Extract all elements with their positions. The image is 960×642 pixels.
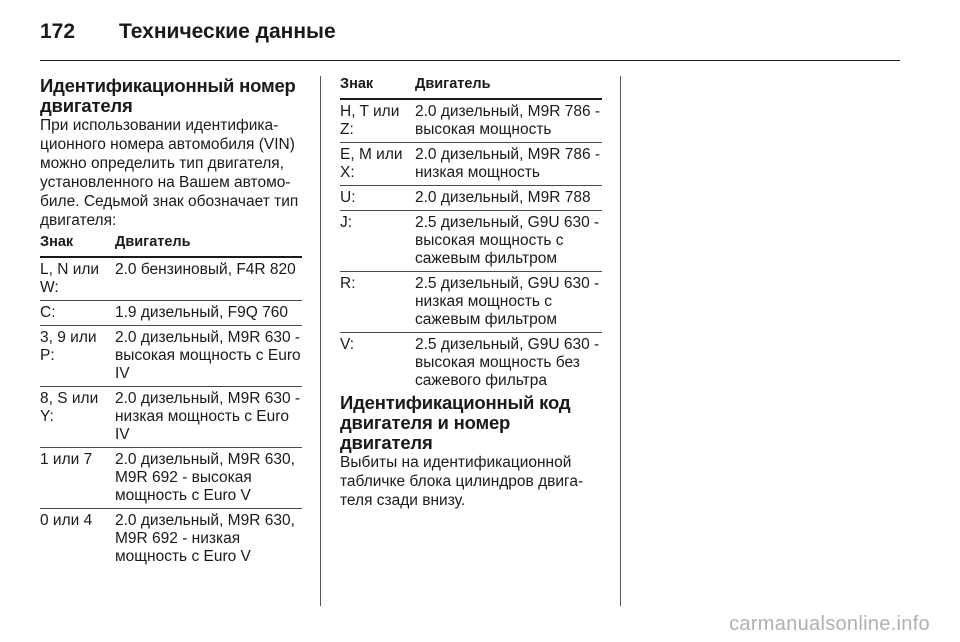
watermark: carmanualsonline.info	[729, 613, 930, 635]
engine-code-cell: 3, 9 или P:	[40, 326, 115, 387]
page-header	[40, 18, 900, 61]
table-row	[340, 272, 602, 333]
section-heading-engine-code: Идентификационный код двигателя и номер двигателя	[340, 392, 571, 453]
engine-description-cell: 2.0 дизельный, M9R 630, M9R 692 - низкая мощность с Euro V	[115, 512, 295, 565]
page-number: 172	[40, 20, 76, 43]
column-header-code: Знак	[340, 76, 415, 99]
table-row	[40, 326, 302, 387]
left-column	[40, 76, 302, 569]
page-title: Технические данные	[119, 20, 336, 43]
engine-code-cell: U:	[340, 186, 415, 211]
engine-code-cell: C:	[40, 301, 115, 326]
table-row	[40, 509, 302, 570]
engine-code-cell: V:	[340, 336, 355, 353]
engine-description-cell: 2.0 дизельный, M9R 630 - высокая мощность с Euro IV	[115, 326, 302, 387]
column-divider	[320, 76, 321, 606]
section-text-engine-code: Выбиты на идентификационной табличке блока цилиндров двига-теля сзади внизу.	[340, 454, 584, 509]
table-row	[340, 143, 602, 186]
table-header-row	[40, 234, 302, 257]
engine-code-cell: H, T или Z:	[340, 99, 415, 143]
engine-description-cell: 2.0 дизельный, M9R 786 - высокая мощность	[415, 99, 602, 143]
section-heading-engine-number: Идентификационный номер двигателя	[40, 75, 296, 116]
column-header-code: Знак	[40, 234, 115, 257]
table-row	[340, 211, 602, 272]
engine-code-cell: 8, S или Y:	[40, 387, 115, 448]
engine-description-cell: 2.5 дизельный, G9U 630 - высокая мощность с сажевым фильтром	[415, 211, 602, 272]
section-text-vin: При использовании идентифика-ционного номера автомобиля (VIN) можно определить тип двигателя, установленного на Вашем автомо-биле. Седьмой знак обозначает тип двигателя:	[40, 117, 299, 229]
table-row	[340, 186, 602, 211]
table-row	[40, 448, 302, 509]
engine-description-cell: 2.0 дизельный, M9R 630 - низкая мощность с Euro IV	[115, 387, 302, 448]
engine-code-table-1	[40, 234, 302, 569]
column-header-engine: Двигатель	[415, 76, 602, 99]
engine-description-cell: 2.0 бензиновый, F4R 820	[115, 257, 302, 301]
column-divider	[620, 76, 621, 606]
engine-code-cell: 0 или 4	[40, 512, 93, 529]
table-row	[40, 387, 302, 448]
middle-column	[340, 76, 602, 510]
column-header-engine: Двигатель	[115, 234, 302, 257]
engine-description-cell: 2.5 дизельный, G9U 630 - низкая мощность с сажевым фильтром	[415, 272, 602, 333]
table-row	[340, 333, 602, 394]
engine-code-cell: L, N или W:	[40, 257, 115, 301]
table-row	[40, 257, 302, 301]
table-row	[40, 301, 302, 326]
engine-description-cell: 2.0 дизельный, M9R 786 - низкая мощность	[415, 143, 602, 186]
engine-description-cell: 2.0 дизельный, M9R 630, M9R 692 - высокая мощность с Euro V	[115, 448, 302, 509]
engine-code-cell: J:	[340, 211, 415, 272]
engine-description-cell: 1.9 дизельный, F9Q 760	[115, 301, 302, 326]
table-row	[340, 99, 602, 143]
engine-description-cell: 2.5 дизельный, G9U 630 - высокая мощность без сажевого фильтра	[415, 336, 600, 389]
engine-code-cell: 1 или 7	[40, 448, 115, 509]
engine-code-table-2	[340, 76, 602, 393]
table-header-row	[340, 76, 602, 99]
engine-description-cell: 2.0 дизельный, M9R 788	[415, 186, 602, 211]
engine-code-cell: E, M или X:	[340, 143, 415, 186]
engine-code-cell: R:	[340, 272, 415, 333]
